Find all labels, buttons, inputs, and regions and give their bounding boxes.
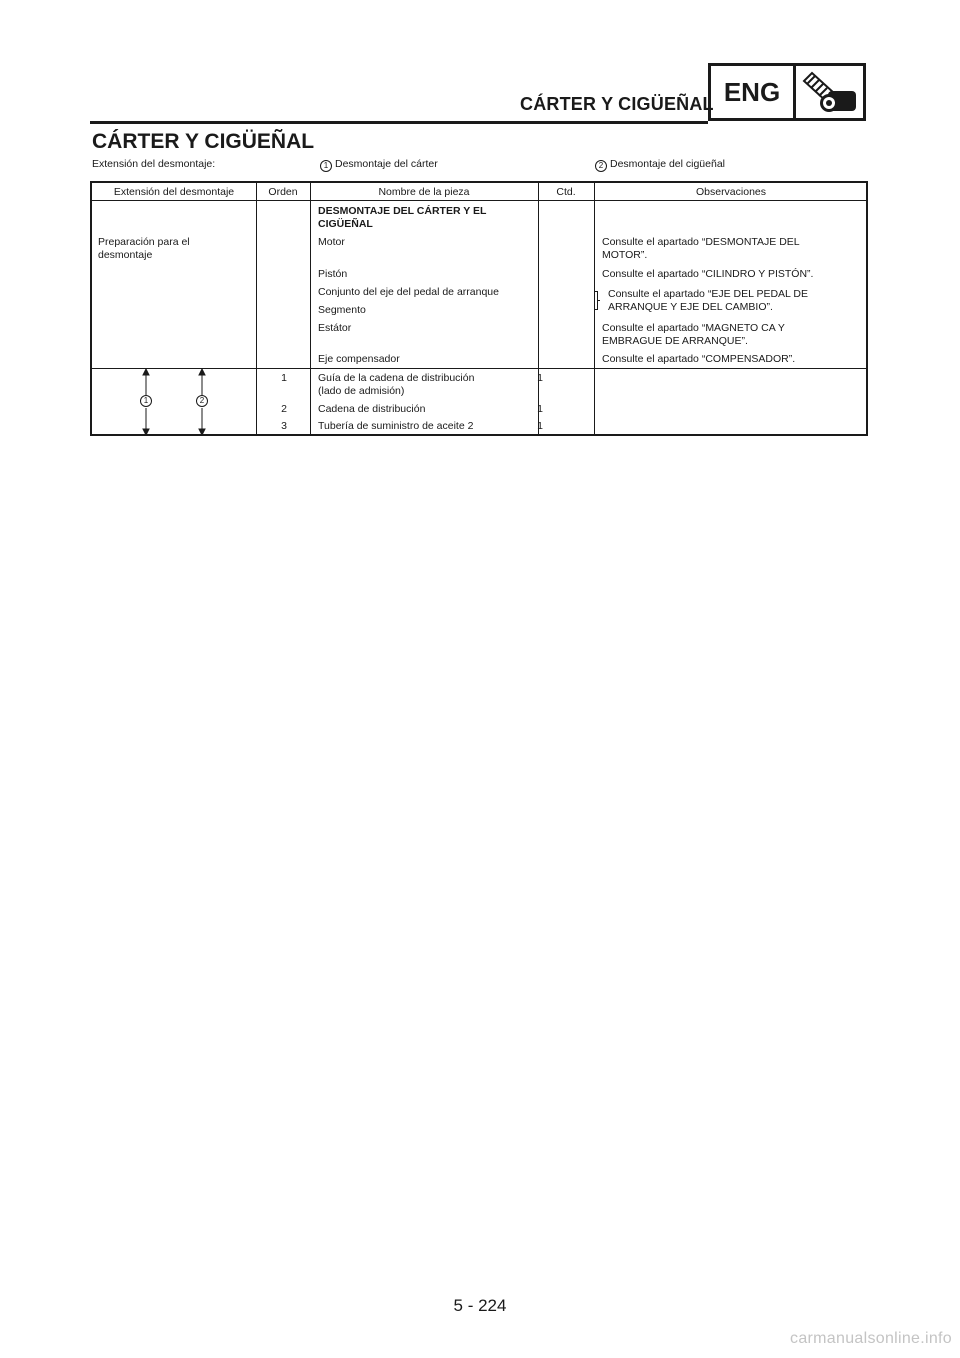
part-order: 2 [281, 403, 287, 415]
observation-line: Consulte el apartado “MAGNETO CA Y [602, 322, 785, 334]
intro-item-text: Desmontaje del cárter [335, 158, 438, 170]
observation-line: EMBRAGUE DE ARRANQUE”. [602, 335, 748, 347]
header-order: Orden [268, 186, 298, 198]
col-divider [256, 183, 257, 434]
section-heading [318, 205, 486, 231]
observation-line: Consulte el apartado “EJE DEL PEDAL DE [608, 288, 808, 300]
part-qty: 1 [537, 403, 543, 415]
range-label-1: 1 [140, 395, 152, 407]
part-name: Cadena de distribución [318, 403, 426, 415]
part-name [318, 372, 474, 398]
range-label-2: 2 [196, 395, 208, 407]
badge-text: ENG [711, 66, 796, 118]
section-heading-line: CIGÜEÑAL [318, 218, 373, 230]
observation [602, 322, 785, 348]
observation: Consulte el apartado “COMPENSADOR”. [602, 353, 796, 365]
observation-line: MOTOR”. [602, 249, 648, 261]
page-title: CÁRTER Y CIGÜEÑAL [92, 130, 315, 153]
section-header-title: CÁRTER Y CIGÜEÑAL [520, 94, 714, 114]
part-name: Pistón [318, 268, 348, 280]
row-divider [92, 200, 866, 201]
part-order: 3 [281, 420, 287, 432]
part-qty: 1 [537, 372, 543, 384]
header-qty: Ctd. [556, 186, 576, 198]
circled-number: 2 [595, 160, 607, 172]
part-name-line: (lado de admisión) [318, 385, 405, 397]
part-name: Tubería de suministro de aceite 2 [318, 420, 474, 432]
col-divider [538, 183, 539, 434]
part-qty: 1 [537, 420, 543, 432]
header-observations: Observaciones [695, 186, 767, 198]
observation-line: ARRANQUE Y EJE DEL CAMBIO”. [608, 301, 773, 313]
intro-label: Extensión del desmontaje: [92, 158, 216, 170]
part-name-line: Guía de la cadena de distribución [318, 372, 475, 384]
watermark-link[interactable]: carmanualsonline.info [790, 1330, 952, 1347]
header-part-name: Nombre de la pieza [378, 186, 470, 198]
prep-label-line: Preparación para el [98, 236, 190, 248]
part-name: Motor [318, 236, 345, 248]
part-name: Estátor [318, 322, 352, 334]
part-name: Conjunto del eje del pedal de arranque [318, 286, 499, 298]
header-rule [90, 121, 708, 124]
observation-line: Consulte el apartado “DESMONTAJE DEL [602, 236, 800, 248]
intro-item-2 [595, 158, 725, 172]
section-heading-line: DESMONTAJE DEL CÁRTER Y EL [318, 205, 487, 217]
part-order: 1 [281, 372, 287, 384]
observation [608, 288, 808, 314]
bracket-tick [594, 291, 598, 292]
page-number: 5 - 224 [453, 1296, 507, 1315]
prep-label-line: desmontaje [98, 249, 153, 261]
disassembly-table [90, 181, 868, 436]
part-name: Segmento [318, 304, 366, 316]
engine-bolt-icon [796, 66, 863, 118]
observation [602, 236, 800, 262]
intro-item-text: Desmontaje del cigüeñal [610, 158, 725, 170]
part-name: Eje compensador [318, 353, 400, 365]
range-arrows [92, 369, 256, 435]
intro-item-1 [320, 158, 438, 172]
observation: Consulte el apartado “CILINDRO Y PISTÓN”. [602, 268, 814, 280]
prep-label [98, 236, 190, 262]
section-badge [708, 63, 866, 121]
bracket-tick [597, 300, 600, 301]
circled-number: 1 [320, 160, 332, 172]
header-range: Extensión del desmontaje [113, 186, 235, 198]
col-divider [310, 183, 311, 434]
bracket-tick [594, 309, 598, 310]
